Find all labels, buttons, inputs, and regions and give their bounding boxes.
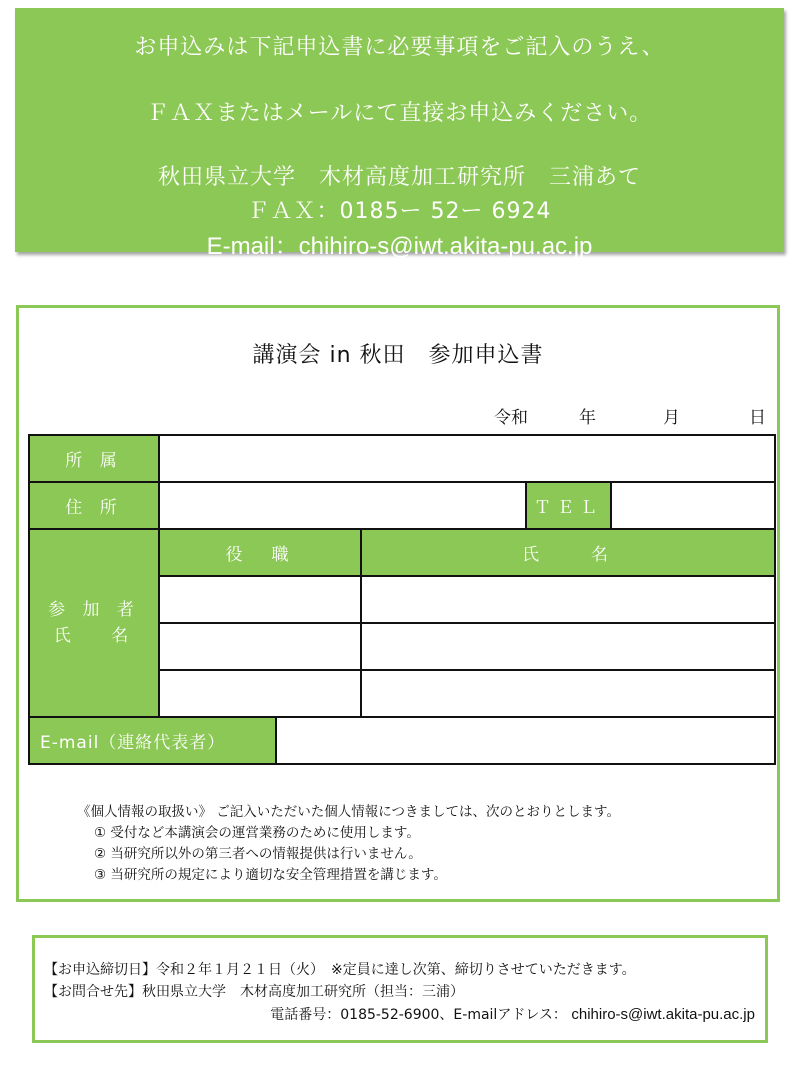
address-label: 住 所 xyxy=(29,482,159,529)
banner-line-fax: ＦＡＸ：0185ー 52ー 6924 xyxy=(247,199,552,224)
name-field-1[interactable] xyxy=(361,576,775,623)
application-form xyxy=(16,305,780,902)
participants-label xyxy=(29,529,159,717)
participants-label-line2: 氏 名 xyxy=(53,626,135,646)
phone-email-line xyxy=(270,1003,755,1027)
banner-line-method: ＦＡＸまたはメールにて直接お申込みください。 xyxy=(146,101,653,126)
affiliation-label: 所 属 xyxy=(29,435,159,482)
form-title: 講演会 in 秋田 参加申込書 xyxy=(252,343,544,368)
instructions-banner xyxy=(15,8,784,260)
banner-line-recipient: 秋田県立大学 木材高度加工研究所 三浦あて xyxy=(157,165,641,190)
form-table xyxy=(28,434,776,765)
position-field-1[interactable] xyxy=(159,576,361,623)
phone-label: 電話番号：0185-52-6900、E-mailアドレス： xyxy=(270,1007,567,1023)
position-field-3[interactable] xyxy=(159,670,361,717)
banner-line-instruction: お申込みは下記申込書に必要事項をご記入のうえ、 xyxy=(134,35,665,60)
privacy-item: ③ 当研究所の規定により適切な安全管理措置を講じます。 xyxy=(94,867,447,883)
contact-email: chihiro-s@iwt.akita-pu.ac.jp xyxy=(571,1006,755,1023)
position-header: 役 職 xyxy=(159,529,361,576)
banner-line-email: E-mail：chihiro-s@iwt.akita-pu.ac.jp xyxy=(206,233,593,260)
privacy-notice xyxy=(77,802,620,886)
date-year-label: 年 xyxy=(579,408,596,428)
tel-label: ＴＥＬ xyxy=(526,482,611,529)
deadline-text: 【お申込締切日】令和２年１月２１日（火） ※定員に達し次第、締切りさせていただきます。 xyxy=(44,962,636,978)
date-month-label: 月 xyxy=(663,408,680,428)
address-field[interactable] xyxy=(159,482,526,529)
position-field-2[interactable] xyxy=(159,623,361,670)
inquiry-text: 【お問合せ先】秋田県立大学 木材高度加工研究所（担当：三浦） xyxy=(44,984,464,1000)
name-header: 氏 名 xyxy=(361,529,775,576)
contact-info xyxy=(32,935,768,1043)
date-day-label: 日 xyxy=(749,408,766,428)
email-label: E-mail（連絡代表者） xyxy=(29,717,276,764)
name-field-2[interactable] xyxy=(361,623,775,670)
date-era-label: 令和 xyxy=(494,408,528,428)
participants-label-line1: 参 加 者 xyxy=(48,600,140,620)
affiliation-field[interactable] xyxy=(159,435,775,482)
name-field-3[interactable] xyxy=(361,670,775,717)
email-field[interactable] xyxy=(276,717,775,764)
privacy-heading: 《個人情報の取扱い》 ご記入いただいた個人情報につきましては、次のとおりとします。 xyxy=(77,804,620,820)
tel-field[interactable] xyxy=(611,482,775,529)
privacy-item: ① 受付など本講演会の運営業務のために使用します。 xyxy=(94,825,420,841)
privacy-item: ② 当研究所以外の第三者への情報提供は行いません。 xyxy=(94,846,422,862)
